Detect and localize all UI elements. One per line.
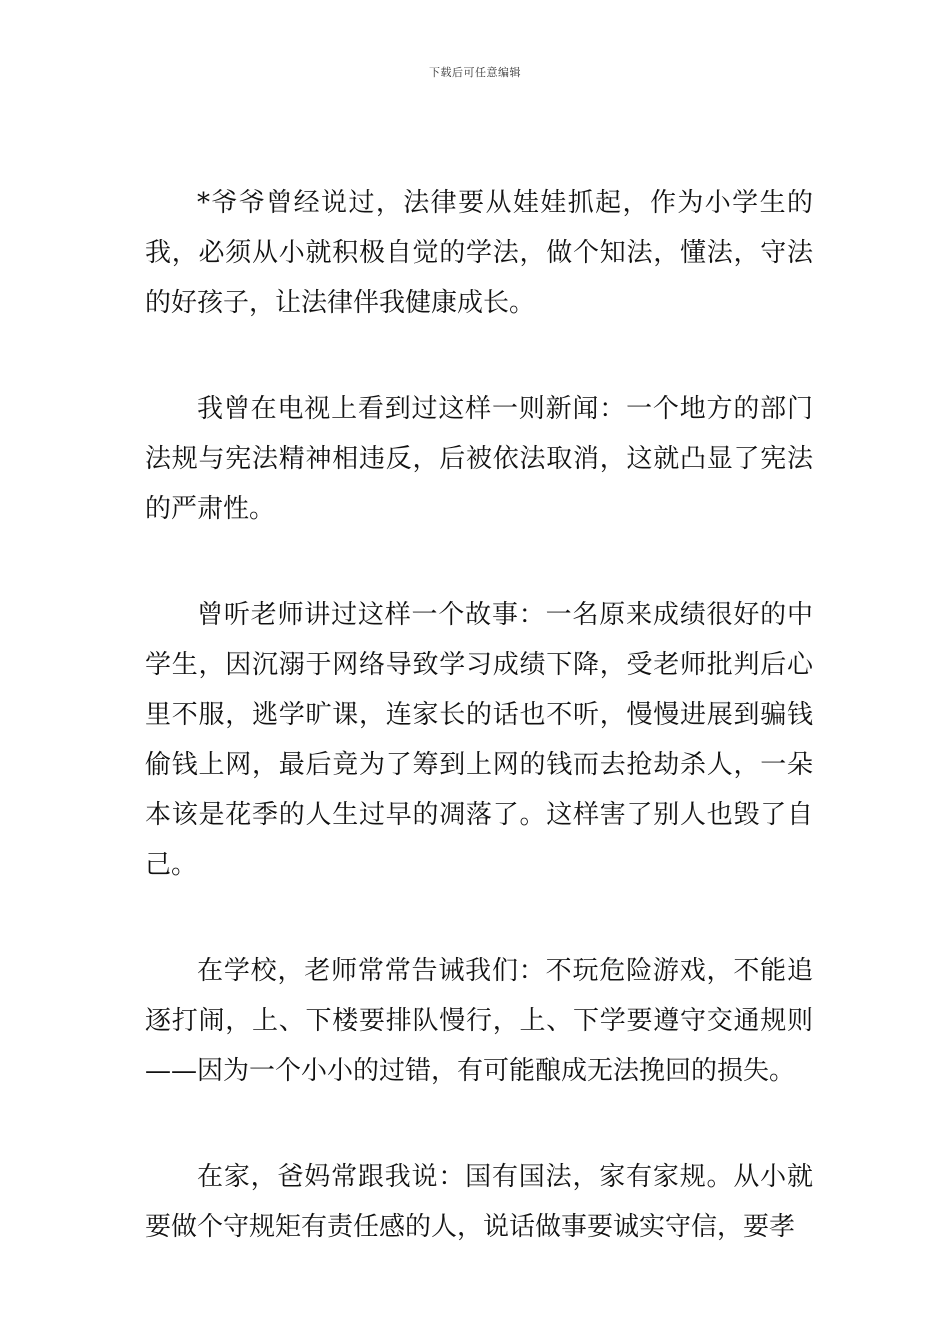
paragraph-1: *爷爷曾经说过，法律要从娃娃抓起，作为小学生的我，必须从小就积极自觉的学法，做个知法，懂法，守法的好孩子，让法律伴我健康成长。 [145,188,813,318]
document-body [145,178,813,1252]
paragraph-3: 曾听老师讲过这样一个故事：一名原来成绩很好的中学生，因沉溺于网络导致学习成绩下降，受老师批判后心里不服，逃学旷课，连家长的话也不听，慢慢进展到骗钱偷钱上网，最后竟为了筹到上网的钱而去抢劫杀人，一朵本该是花季的人生过早的凋落了。这样害了别人也毁了自己。 [145,600,813,880]
paragraph-4: 在学校，老师常常告诫我们：不玩危险游戏，不能追逐打闹，上、下楼要排队慢行，上、下学要遵守交通规则——因为一个小小的过错，有可能酿成无法挽回的损失。 [145,956,813,1086]
page-header-note: 下载后可任意编辑 [429,66,521,79]
paragraph-5: 在家，爸妈常跟我说：国有国法，家有家规。从小就要做个守规矩有责任感的人，说话做事要诚实守信，要孝 [145,1162,813,1242]
paragraph-2: 我曾在电视上看到过这样一则新闻：一个地方的部门法规与宪法精神相违反，后被依法取消，这就凸显了宪法的严肃性。 [145,394,813,524]
